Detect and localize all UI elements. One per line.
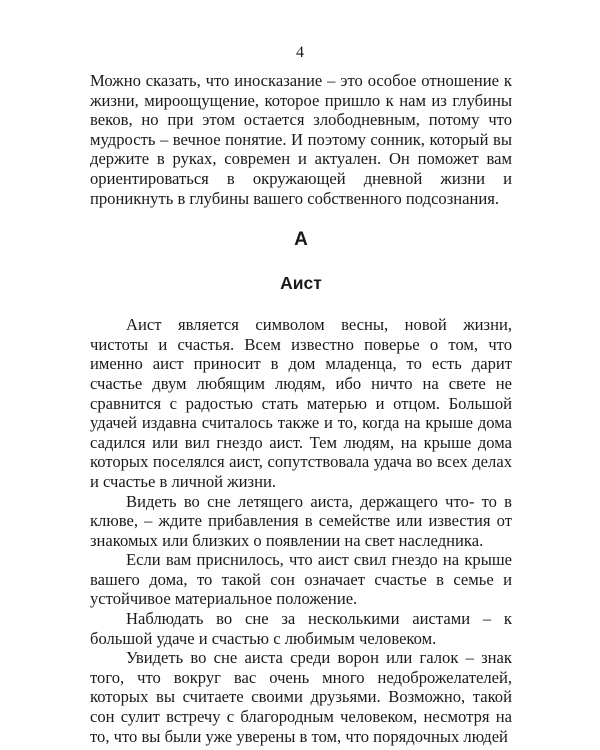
entry-paragraph-1: Аист является символом весны, новой жизни, чистоты и счастья. Всем известно поверье о том, что именно аист приносит в дом младенца, то есть дарит счастье двум любящим людям, ибо ничто на свете не сравнится с радостью стать матерью и отцом. Большой удачей издавна считалось также и то, когда на крыше дома садился или вил гнездо аист. Тем людям, на крыше дома которых поселялся аист, сопутствовала удача во всех делах и счастье в личной жизни. bbox=[90, 315, 512, 491]
entry-paragraph-2: Видеть во сне летящего аиста, держащего что- то в клюве, – ждите прибавления в семействе или известия от знакомых или близких о появлении на свет наследника. bbox=[90, 491, 512, 550]
entry-title: Аист bbox=[280, 273, 322, 294]
page-number: 4 bbox=[296, 44, 304, 61]
page-body bbox=[90, 71, 512, 746]
section-letter: А bbox=[294, 229, 308, 251]
intro-paragraph: Можно сказать, что иносказание – это особое отношение к жизни, мироощущение, которое пришло к нам из глубины веков, но при этом остается злободневным, потому что мудрость – вечное понятие. И поэтому сонник, который вы держите в руках, современ и актуален. Он поможет вам ориентироваться в окружающей дневной жизни и проникнуть в глубины вашего собственного подсознания. bbox=[90, 71, 512, 208]
entry-paragraph-5: Увидеть во сне аиста среди ворон или галок – знак того, что вокруг вас очень много недоброжелателей, которых вы считаете своими друзьями. Возможно, такой сон сулит встречу с благородным человеком, несмотря на то, что вы были уже уверены в том, что порядочных людей bbox=[90, 648, 512, 746]
entry-paragraph-3: Если вам приснилось, что аист свил гнездо на крыше вашего дома, то такой сон означает счастье в семье и устойчивое материальное положение. bbox=[90, 550, 512, 609]
entry-paragraph-4: Наблюдать во сне за несколькими аистами – к большой удаче и счастью с любимым человеком. bbox=[90, 609, 512, 648]
